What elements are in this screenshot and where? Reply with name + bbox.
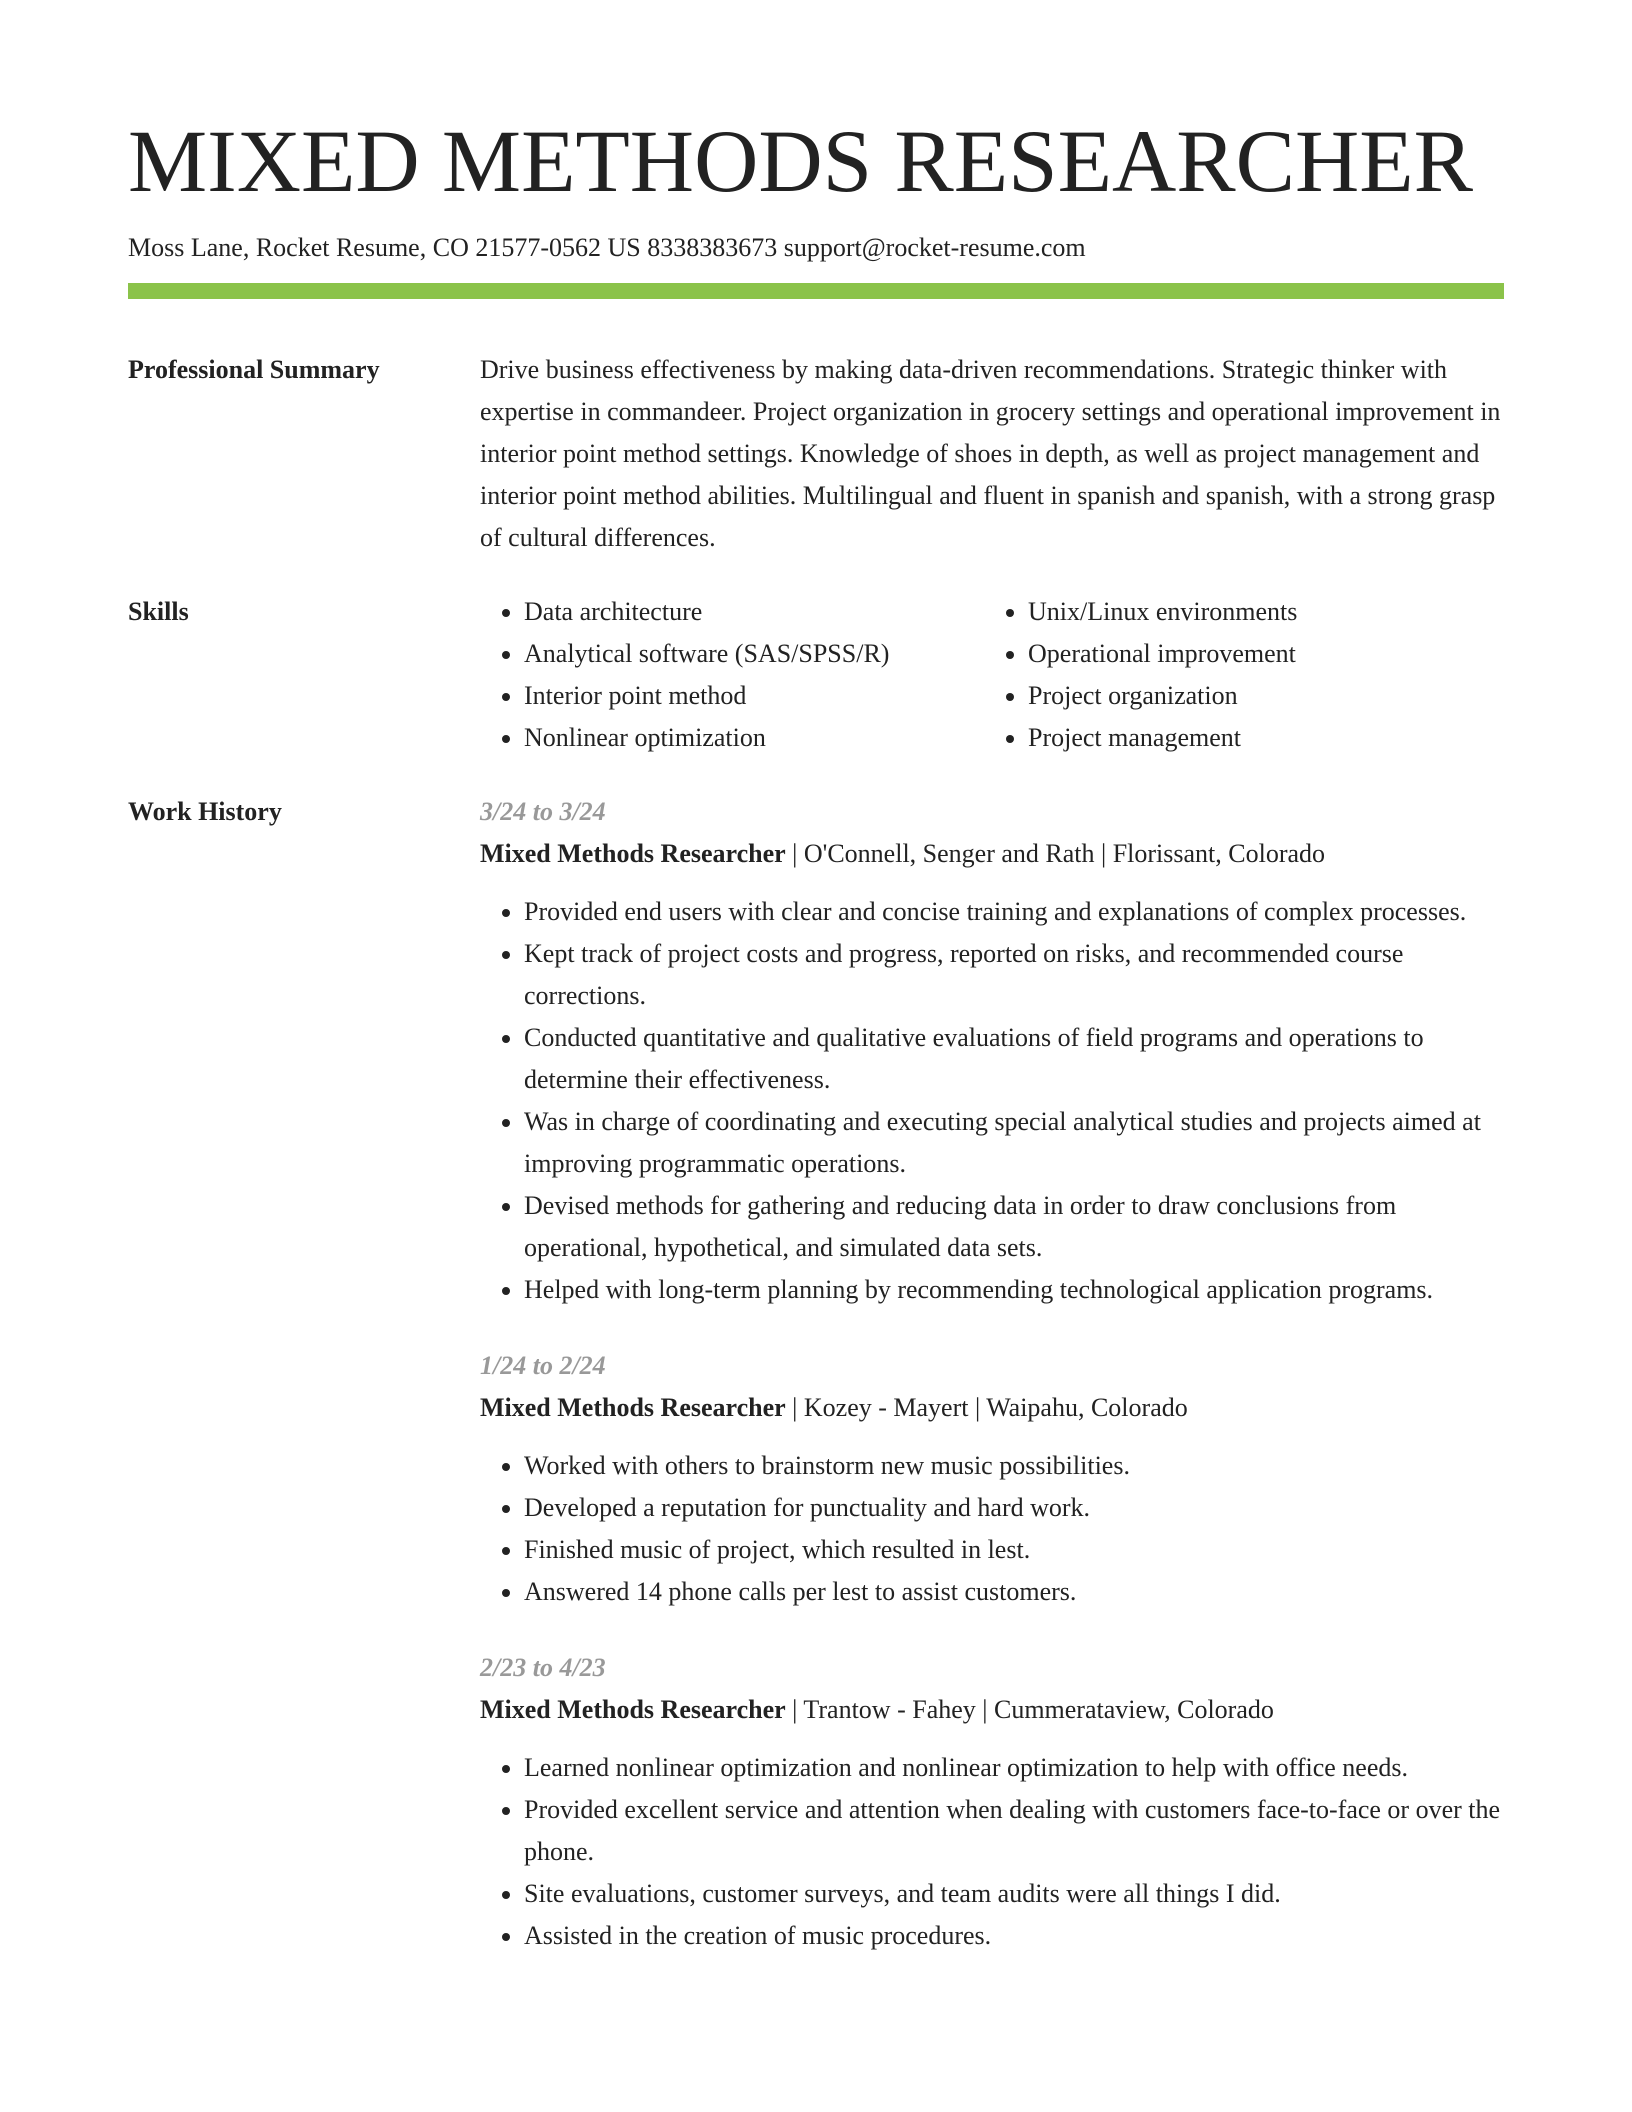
job-bullet: • Assisted in the creation of music procedures. [524,1915,1504,1957]
work-history-section [128,791,1504,1991]
job-bullet: • Helped with long-term planning by recommending technological application programs. [524,1269,1504,1311]
skill-item: • Operational improvement [1028,633,1488,675]
job-bullet: • Kept track of project costs and progress, reported on risks, and recommended course corrections. [524,933,1504,1017]
summary-text: Drive business effectiveness by making data-driven recommendations. Strategic thinker with expertise in commandeer. Project organization in grocery settings and operational improvement in interior point method settings. Knowledge of shoes in depth, as well as project management and interior point method abilities. Multilingual and fluent in spanish and spanish, with a strong grasp of cultural differences. [480,355,1501,552]
skills-column-2 [984,591,1488,759]
job-employer-location: | O'Connell, Senger and Rath | Florissant, Colorado [785,839,1326,868]
skill-item: • Unix/Linux environments [1028,591,1488,633]
skill-item: • Data architecture [524,591,984,633]
section-label-summary: Professional Summary [128,355,380,384]
job-bullets [480,891,1504,1311]
job-bullet: • Answered 14 phone calls per lest to assist customers. [524,1571,1504,1613]
job-bullet: • Finished music of project, which resulted in lest. [524,1529,1504,1571]
job-bullet: • Conducted quantitative and qualitative evaluations of field programs and operations to determine their effectiveness. [524,1017,1504,1101]
skill-item: • Analytical software (SAS/SPSS/R) [524,633,984,675]
skill-item: • Nonlinear optimization [524,717,984,759]
resume-name: MIXED METHODS RESEARCHER [128,113,1473,211]
contact-line: Moss Lane, Rocket Resume, CO 21577-0562 US 8338383673 support@rocket-resume.com [128,233,1086,262]
job-title-line [480,833,1504,875]
job-date: 2/23 to 4/23 [480,1653,606,1682]
job-title: Mixed Methods Researcher [480,839,786,868]
work-history-body [480,791,1504,1991]
job-bullet: • Site evaluations, customer surveys, and team audits were all things I did. [524,1873,1504,1915]
job-bullet: • Was in charge of coordinating and executing special analytical studies and projects aimed at improving programmatic operations. [524,1101,1504,1185]
job-title: Mixed Methods Researcher [480,1695,786,1724]
job-bullet: • Provided excellent service and attention when dealing with customers face-to-face or over the phone. [524,1789,1504,1873]
job-entry [480,791,1504,1311]
job-title-line [480,1387,1504,1429]
job-employer-location: | Kozey - Mayert | Waipahu, Colorado [785,1393,1188,1422]
header-divider [128,283,1504,299]
job-bullet: • Provided end users with clear and concise training and explanations of complex processes. [524,891,1504,933]
job-bullets [480,1747,1504,1957]
job-date: 3/24 to 3/24 [480,797,606,826]
job-bullets [480,1445,1504,1613]
skill-item: • Project organization [1028,675,1488,717]
job-bullet: • Developed a reputation for punctuality and hard work. [524,1487,1504,1529]
section-label-work-history: Work History [128,797,282,826]
job-bullet: • Devised methods for gathering and reducing data in order to draw conclusions from operational, hypothetical, and simulated data sets. [524,1185,1504,1269]
job-title-line [480,1689,1504,1731]
skills-column-1 [480,591,984,759]
skill-item: • Interior point method [524,675,984,717]
job-bullet: • Worked with others to brainstorm new music possibilities. [524,1445,1504,1487]
job-employer-location: | Trantow - Fahey | Cummerataview, Colorado [785,1695,1274,1724]
professional-summary-section [128,349,1504,559]
job-entry [480,1647,1504,1957]
job-title: Mixed Methods Researcher [480,1393,786,1422]
section-label-skills: Skills [128,597,189,626]
job-entry [480,1345,1504,1613]
skill-item: • Project management [1028,717,1488,759]
skills-columns [480,591,1504,759]
skills-section [128,591,1504,759]
job-date: 1/24 to 2/24 [480,1351,606,1380]
job-bullet: • Learned nonlinear optimization and nonlinear optimization to help with office needs. [524,1747,1504,1789]
